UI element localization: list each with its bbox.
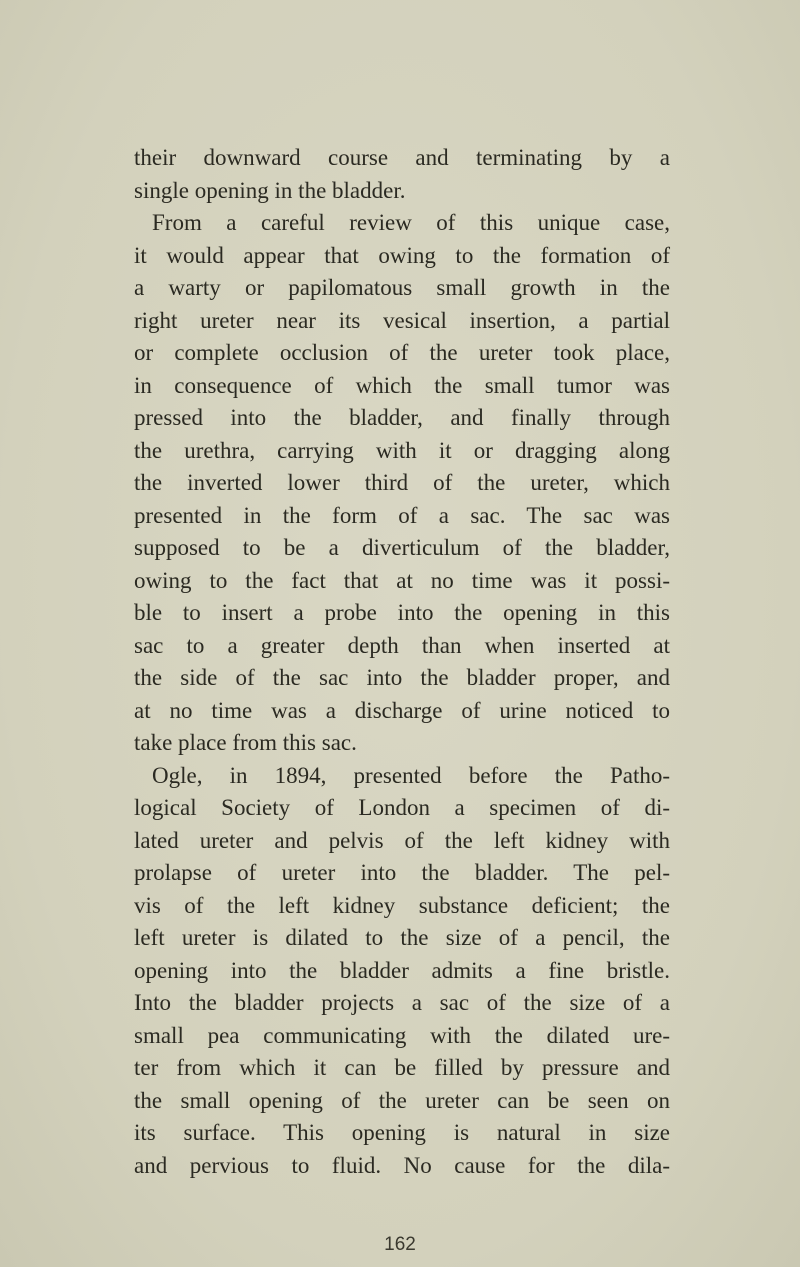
text-line: ter from which it can be filled by pressure and	[134, 1055, 670, 1080]
text-line: supposed to be a diverticulum of the bladder,	[134, 535, 670, 560]
text-line: single opening in the bladder.	[134, 177, 406, 203]
text-line: in consequence of which the small tumor was	[134, 372, 670, 398]
text-line: the small opening of the ureter can be seen on	[134, 1087, 670, 1113]
text-line: small pea communicating with the dilated ure-	[134, 1022, 670, 1048]
text-line: sac to a greater depth than when inserted at	[134, 632, 670, 658]
text-line: the urethra, carrying with it or dragging along	[134, 437, 670, 463]
text-line: at no time was a discharge of urine noticed to	[134, 697, 670, 723]
text-line: it would appear that owing to the formation of	[134, 242, 670, 268]
text-line: the inverted lower third of the ureter, which	[134, 470, 670, 495]
text-line: prolapse of ureter into the bladder. The pel-	[134, 860, 670, 885]
text-line: take place from this sac.	[134, 730, 357, 755]
text-line: or complete occlusion of the ureter took place,	[134, 340, 670, 365]
text-line: pressed into the bladder, and finally through	[134, 405, 670, 430]
text-line: and pervious to fluid. No cause for the dila-	[134, 1152, 670, 1178]
text-line: a warty or papilomatous small growth in the	[134, 275, 670, 300]
text-line: right ureter near its vesical insertion, a partial	[134, 307, 670, 333]
text-line: lated ureter and pelvis of the left kidney with	[134, 827, 670, 853]
text-line: logical Society of London a specimen of di-	[134, 795, 670, 820]
text-line: opening into the bladder admits a fine bristle.	[134, 957, 670, 983]
text-line: the side of the sac into the bladder proper, and	[134, 665, 670, 690]
text-line: their downward course and terminating by a	[134, 145, 670, 170]
text-line: vis of the left kidney substance deficient; the	[134, 892, 670, 918]
text-line: ble to insert a probe into the opening in this	[134, 600, 670, 625]
page-number: 162	[384, 1234, 416, 1255]
text-line: its surface. This opening is natural in size	[134, 1120, 670, 1145]
text-line: owing to the fact that at no time was it possi-	[134, 567, 670, 593]
text-line: presented in the form of a sac. The sac was	[134, 502, 670, 528]
text-line: Ogle, in 1894, presented before the Patho-	[152, 762, 670, 788]
body-text	[134, 142, 670, 1182]
text-line: From a careful review of this unique case,	[152, 210, 670, 235]
text-line: Into the bladder projects a sac of the size of a	[134, 990, 670, 1015]
text-line: left ureter is dilated to the size of a pencil, the	[134, 925, 670, 950]
